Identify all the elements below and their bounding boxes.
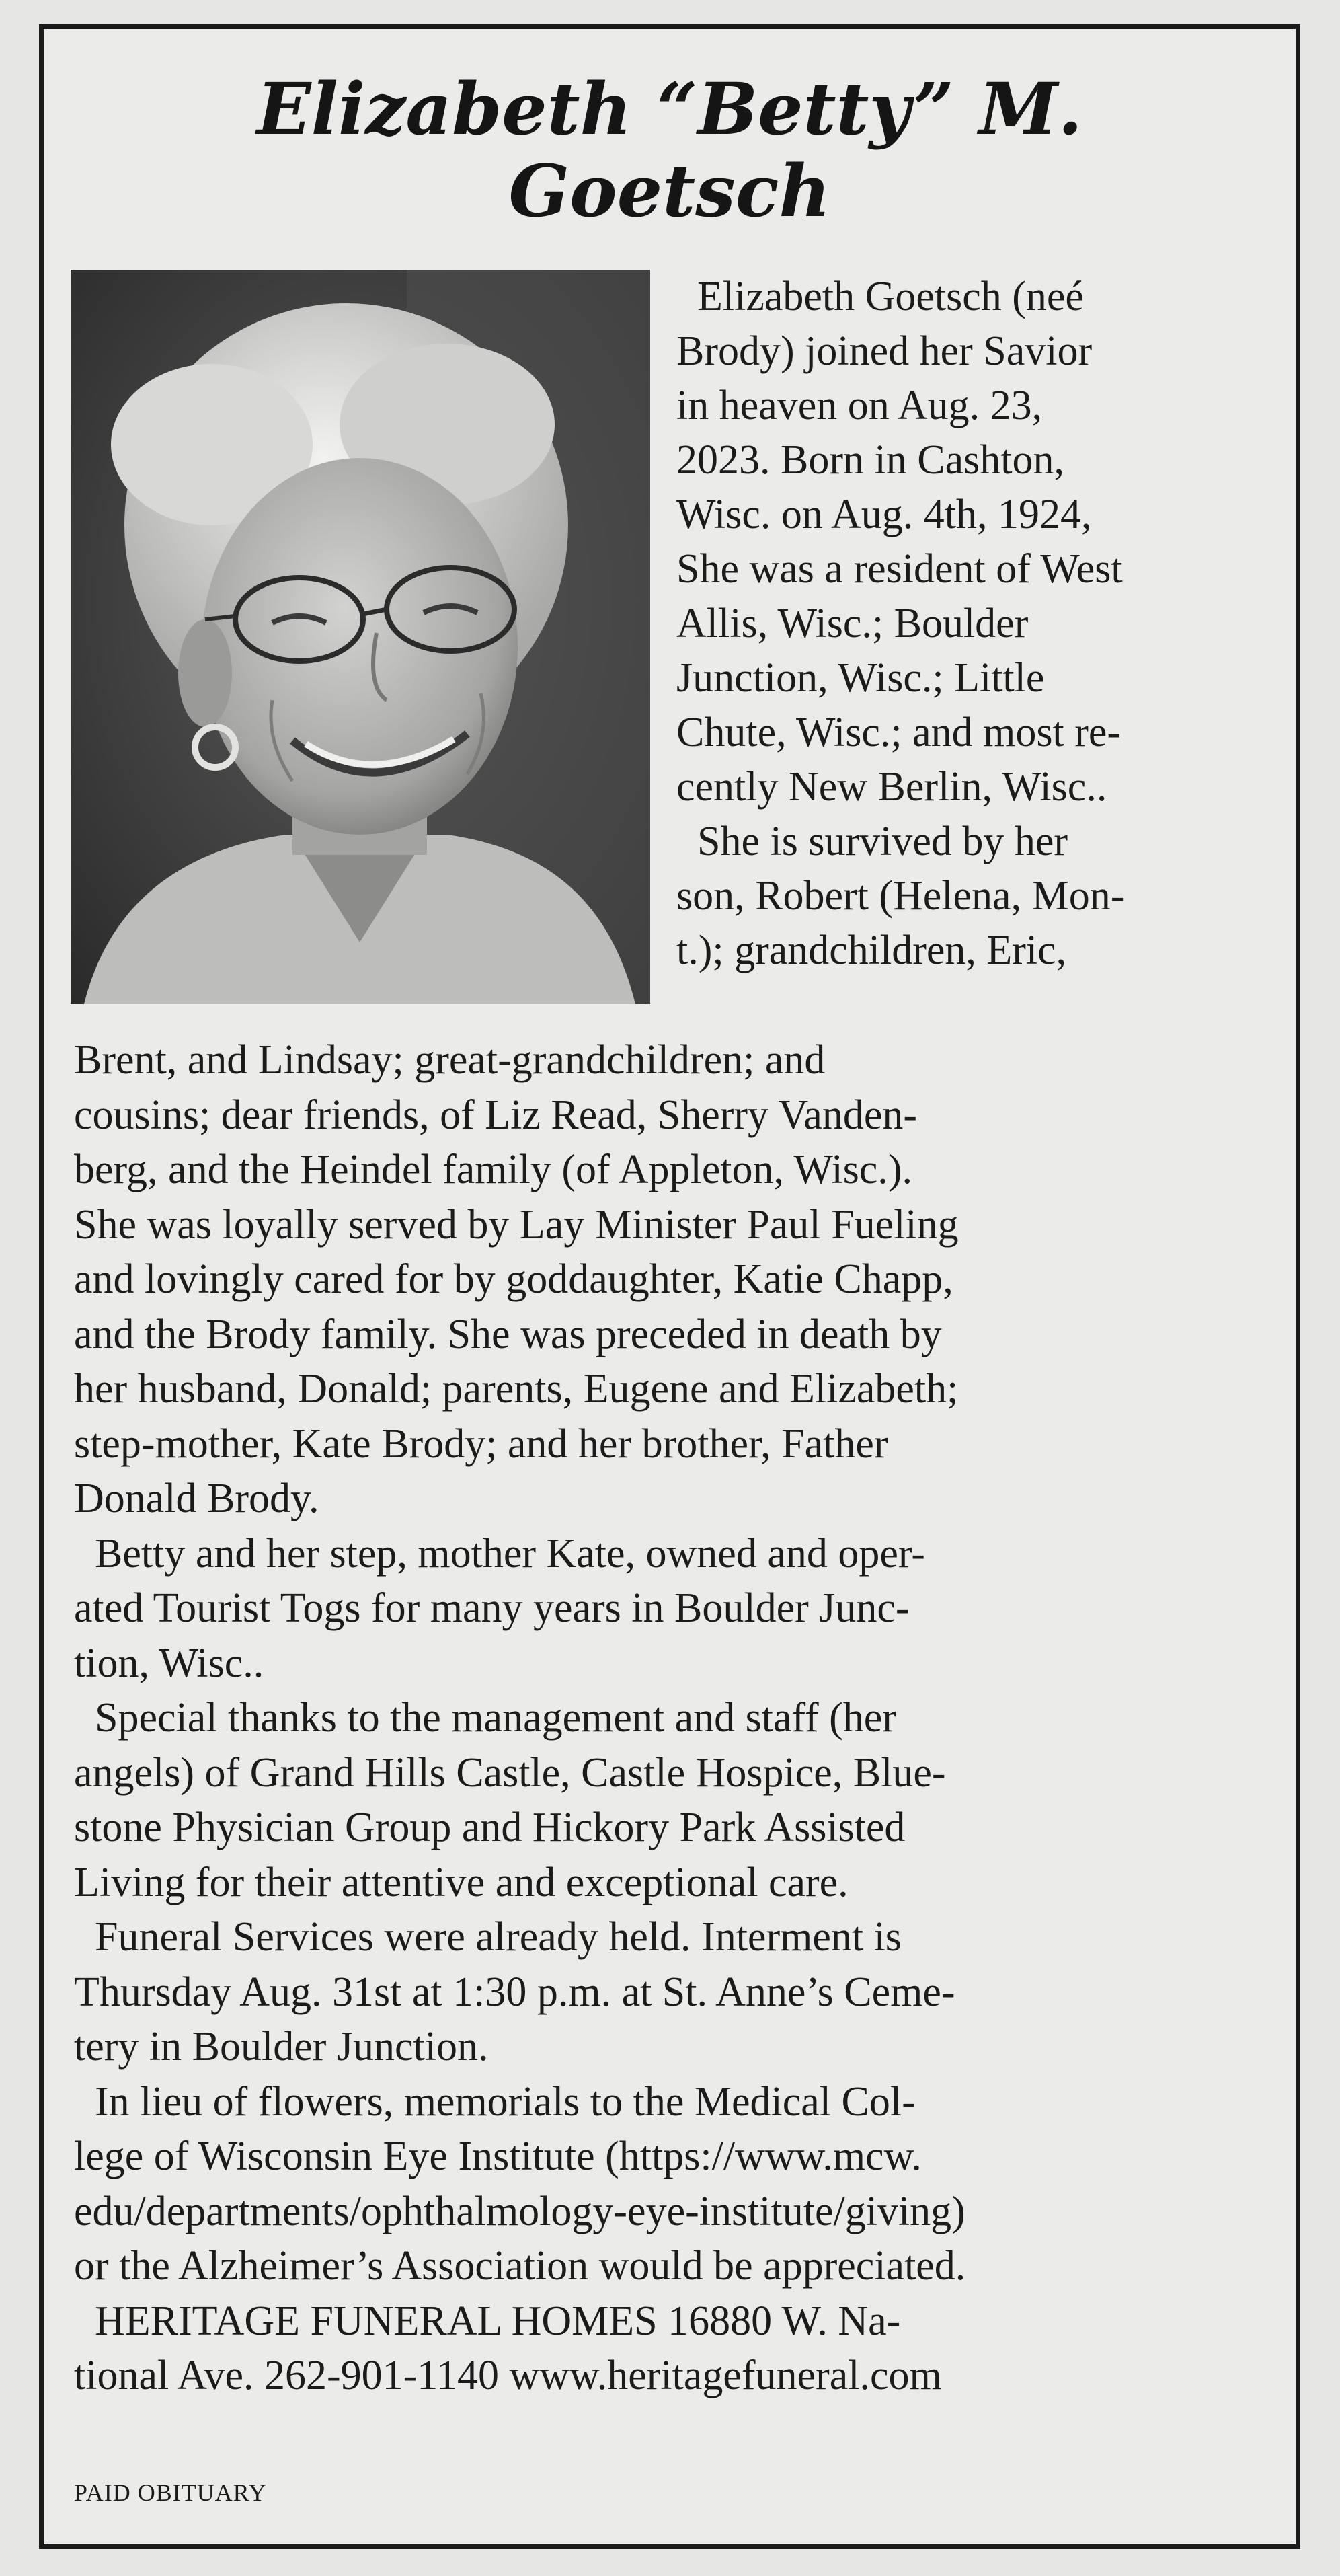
body-line: She was loyally served by Lay Minister Paul Fueling [74,1201,959,1248]
body-line: Brent, and Lindsay; great-grandchildren; and [74,1037,826,1083]
lead-line: Chute, Wisc.; and most re- [676,710,1121,755]
body-line: Living for their attentive and exceptional care. [74,1859,849,1905]
body-line: tery in Boulder Junction. [74,2024,489,2070]
body-line: lege of Wisconsin Eye Institute (https://www.mcw. [74,2133,922,2179]
lead-line: cently New Berlin, Wisc.. [676,764,1107,810]
body-line: or the Alzheimer’s Association would be appreciated. [74,2243,966,2289]
body-line: Betty and her step, mother Kate, owned and oper- [74,1530,925,1577]
body-line: In lieu of flowers, memorials to the Medical Col- [74,2078,916,2125]
body-line: Special thanks to the management and staff (her [74,1695,896,1741]
lead-line: Allis, Wisc.; Boulder [676,601,1029,646]
title-line-2: Goetsch [508,149,831,233]
body-line: her husband, Donald; parents, Eugene and Elizabeth; [74,1366,959,1412]
lead-line: Wisc. on Aug. 4th, 1924, [676,492,1092,537]
body-line: tion, Wisc.. [74,1640,264,1686]
obituary-title [44,68,1296,232]
body-line: ated Tourist Togs for many years in Boulder Junc- [74,1585,910,1631]
lead-line: She is survived by her [676,819,1068,864]
title-line-1: Elizabeth “Betty” M. [256,67,1083,151]
body-line: Funeral Services were already held. Interment is [74,1914,902,1960]
body-line: step-mother, Kate Brody; and her brother, Father [74,1420,888,1467]
body-line: berg, and the Heindel family (of Appleton, Wisc.). [74,1147,912,1192]
lead-line: son, Robert (Helena, Mon- [676,873,1125,919]
body-line: Donald Brody. [74,1476,319,1521]
body-line: and lovingly cared for by goddaughter, Katie Chapp, [74,1256,953,1302]
obituary-lead-column [676,270,1282,978]
lead-line: Brody) joined her Savior [676,328,1093,374]
body-line: angels) of Grand Hills Castle, Castle Hospice, Blue- [74,1749,946,1796]
obituary-clipping [39,24,1300,2549]
portrait-photo [71,270,650,1004]
body-line: tional Ave. 262-901-1140 www.heritagefuneral.com [74,2353,942,2398]
lead-line: t.); grandchildren, Eric, [676,927,1067,973]
lead-line: in heaven on Aug. 23, [676,383,1043,428]
lead-line: 2023. Born in Cashton, [676,437,1064,483]
lead-line: She was a resident of West [676,546,1123,592]
body-line: edu/departments/ophthalmology-eye-institute/giving) [74,2188,965,2234]
body-line: HERITAGE FUNERAL HOMES 16880 W. Na- [74,2298,901,2344]
lead-line: Junction, Wisc.; Little [676,655,1045,701]
body-line: and the Brody family. She was preceded in death by [74,1311,942,1357]
body-line: cousins; dear friends, of Liz Read, Sherry Vanden- [74,1092,917,1138]
paid-obituary-label: PAID OBITUARY [74,2479,267,2506]
body-line: stone Physician Group and Hickory Park Assisted [74,1805,906,1850]
obituary-body [74,1033,1284,2404]
body-line: Thursday Aug. 31st at 1:30 p.m. at St. Anne’s Ceme- [74,1969,955,2015]
lead-line: Elizabeth Goetsch (neé [676,274,1084,319]
